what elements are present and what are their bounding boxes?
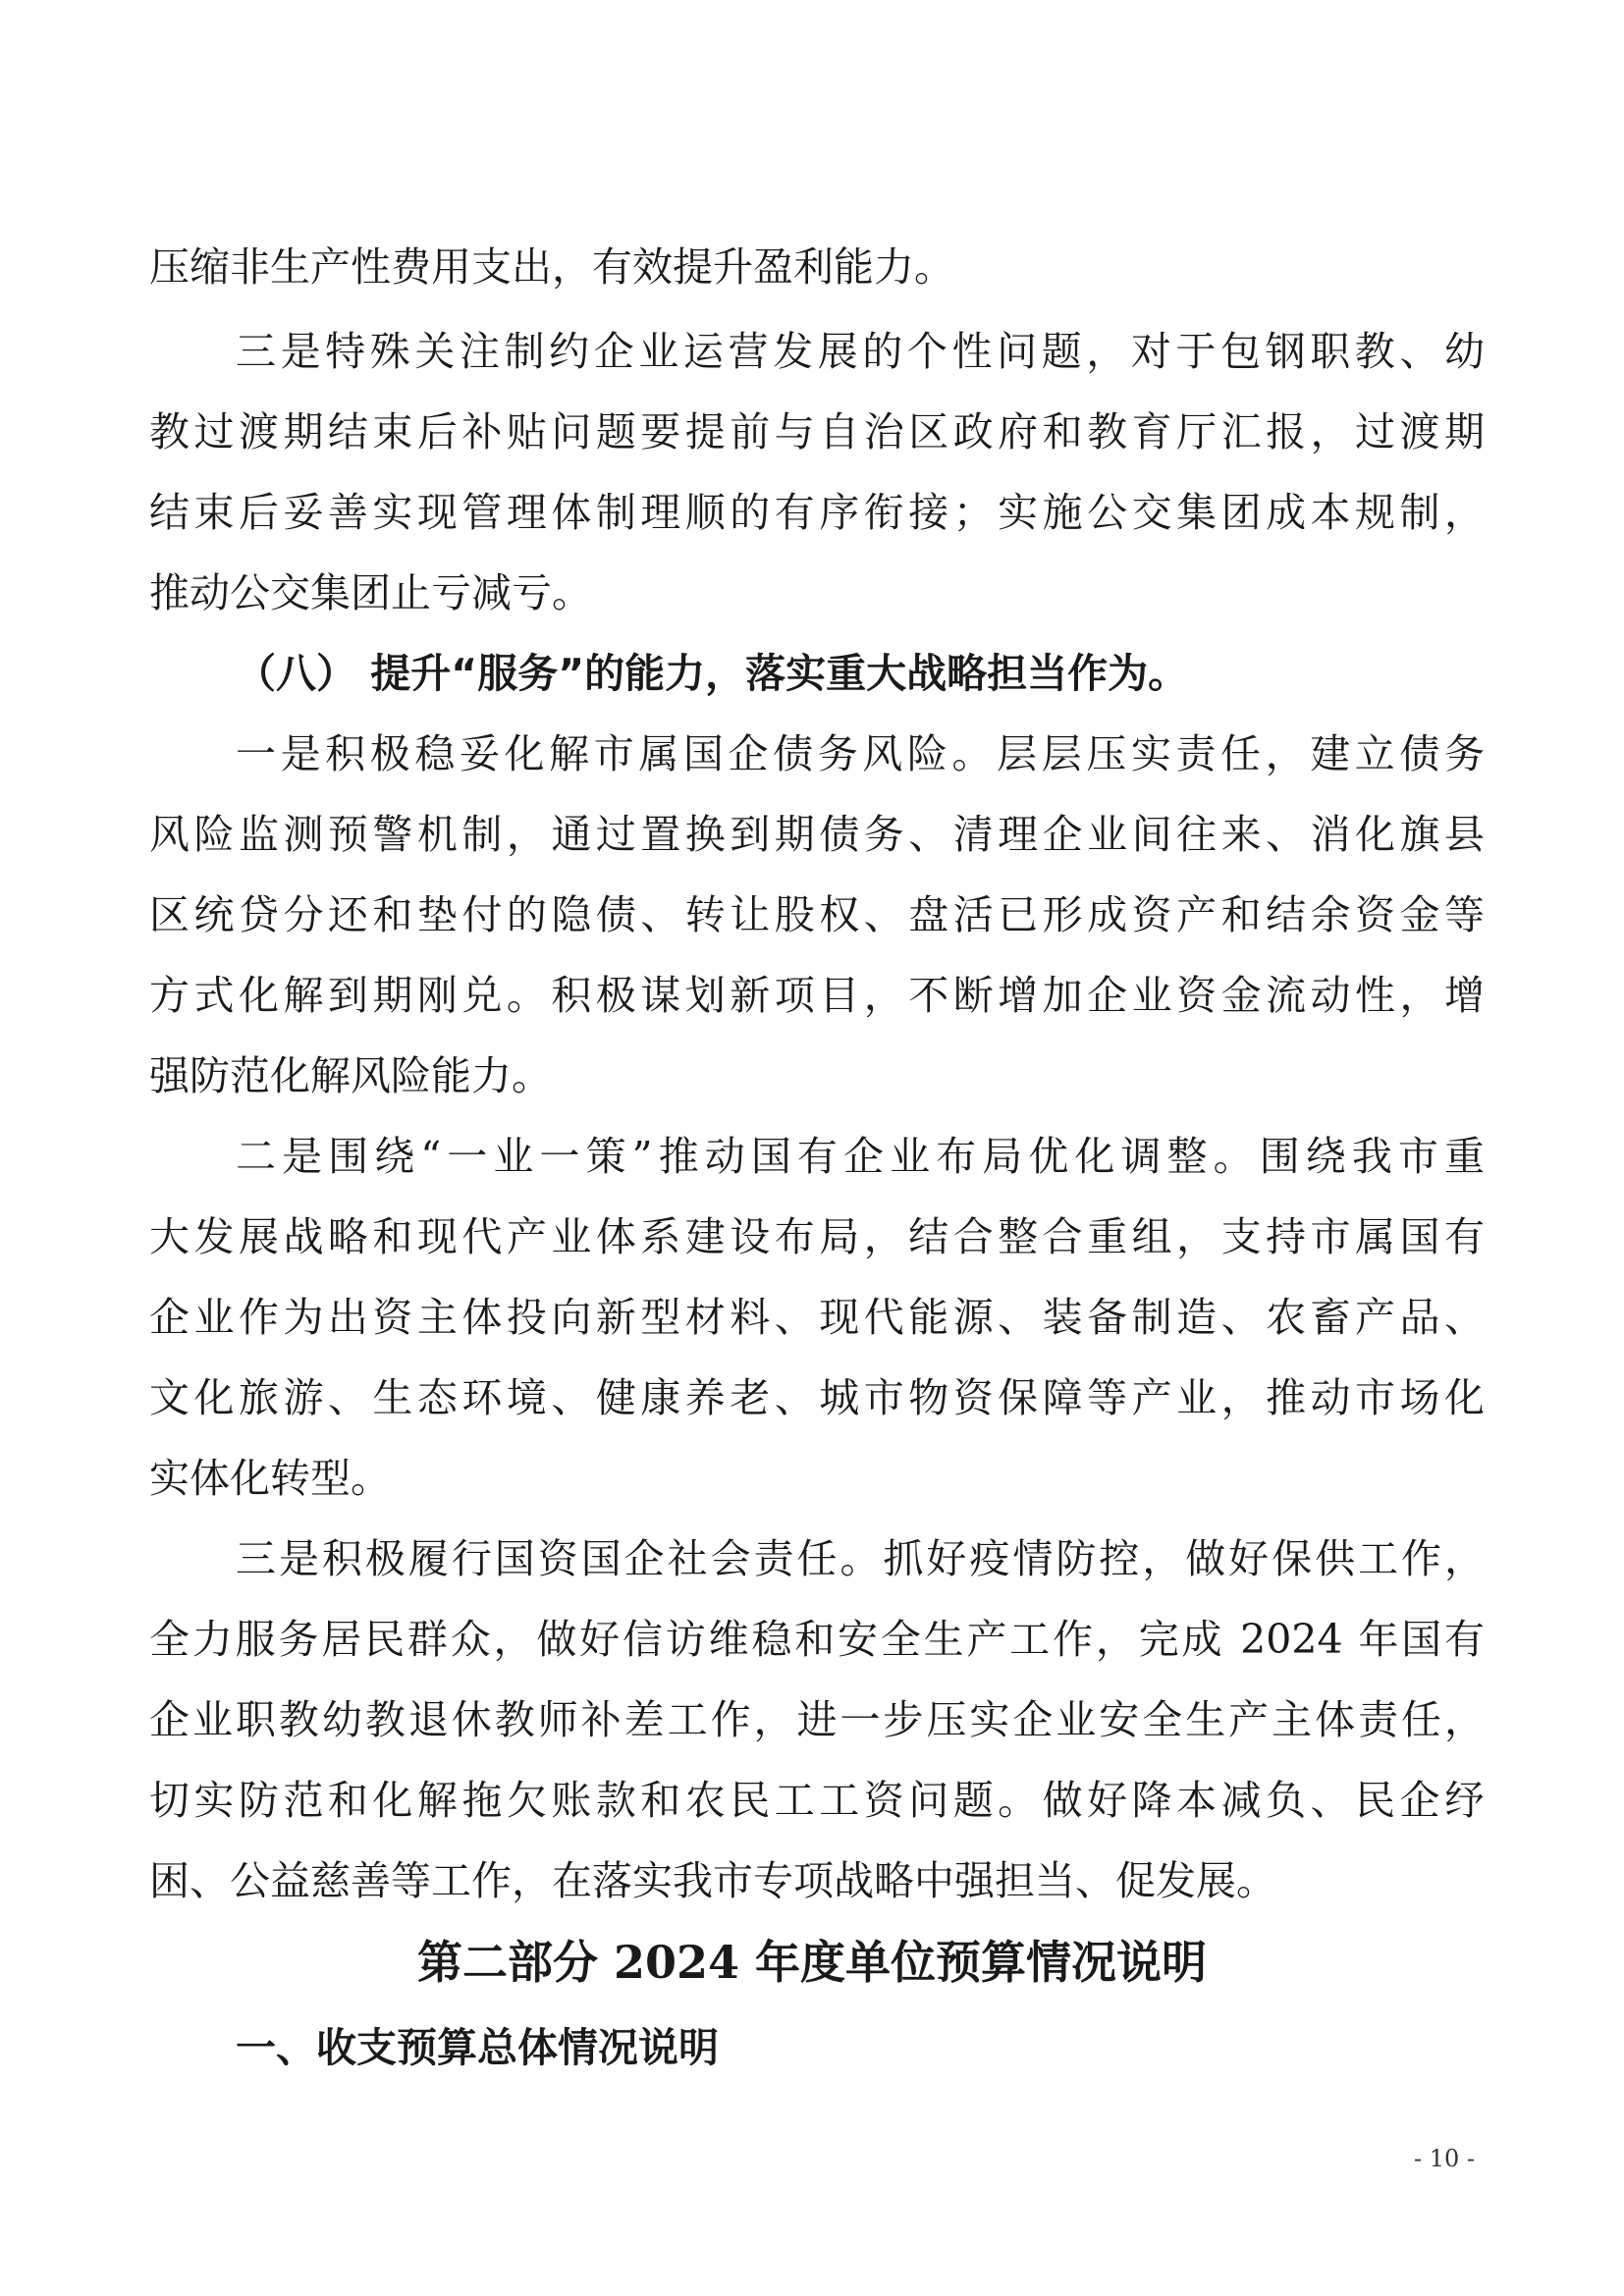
paragraph-line: 三是积极履行国资国企社会责任。抓好疫情防控，做好保供工作，	[236, 1535, 1485, 1582]
paragraph-line: 全力服务居民群众，做好信访维稳和安全生产工作，完成 2024 年国有	[149, 1616, 1485, 1663]
paragraph-line: 大发展战略和现代产业体系建设布局，结合整合重组，支持市属国有	[149, 1213, 1485, 1260]
paragraph-line: 实体化转型。	[149, 1455, 391, 1502]
paragraph-line: 教过渡期结束后补贴问题要提前与自治区政府和教育厅汇报，过渡期	[149, 408, 1485, 455]
paragraph-line: 区统贷分还和垫付的隐债、转让股权、盘活已形成资产和结余资金等	[149, 891, 1485, 938]
paragraph-line: 压缩非生产性费用支出，有效提升盈利能力。	[149, 243, 954, 291]
section-title: 一、收支预算总体情况说明	[236, 2024, 719, 2071]
paragraph-line: 企业职教幼教退休教师补差工作，进一步压实企业安全生产主体责任，	[149, 1696, 1485, 1743]
page-number: - 10 -	[1414, 2145, 1476, 2172]
paragraph-line: 文化旅游、生态环境、健康养老、城市物资保障等产业，推动市场化	[149, 1374, 1485, 1421]
paragraph-line: 强防范化解风险能力。	[149, 1052, 552, 1099]
part-title: 第二部分 2024 年度单位预算情况说明	[416, 1936, 1208, 1989]
paragraph-line: 二是围绕“一业一策”推动国有企业布局优化调整。围绕我市重	[236, 1133, 1485, 1180]
paragraph-line: 结束后妥善实现管理体制理顺的有序衔接；实施公交集团成本规制，	[149, 489, 1485, 536]
paragraph-line: 三是特殊关注制约企业运营发展的个性问题，对于包钢职教、幼	[236, 328, 1485, 375]
paragraph-line: 推动公交集团止亏减亏。	[149, 569, 592, 616]
paragraph-line: 方式化解到期刚兑。积极谋划新项目，不断增加企业资金流动性，增	[149, 972, 1485, 1019]
paragraph-line: 企业作为出资主体投向新型材料、现代能源、装备制造、农畜产品、	[149, 1294, 1485, 1341]
paragraph-line: 困、公益慈善等工作，在落实我市专项战略中强担当、促发展。	[149, 1857, 1276, 1904]
paragraph-line: 风险监测预警机制，通过置换到期债务、清理企业间往来、消化旗县	[149, 811, 1485, 858]
paragraph-line: 一是积极稳妥化解市属国企债务风险。层层压实责任，建立债务	[236, 730, 1485, 777]
paragraph-line: 切实防范和化解拖欠账款和农民工工资问题。做好降本减负、民企纾	[149, 1777, 1485, 1824]
subsection-heading: （八） 提升“服务”的能力，落实重大战略担当作为。	[236, 650, 1189, 697]
